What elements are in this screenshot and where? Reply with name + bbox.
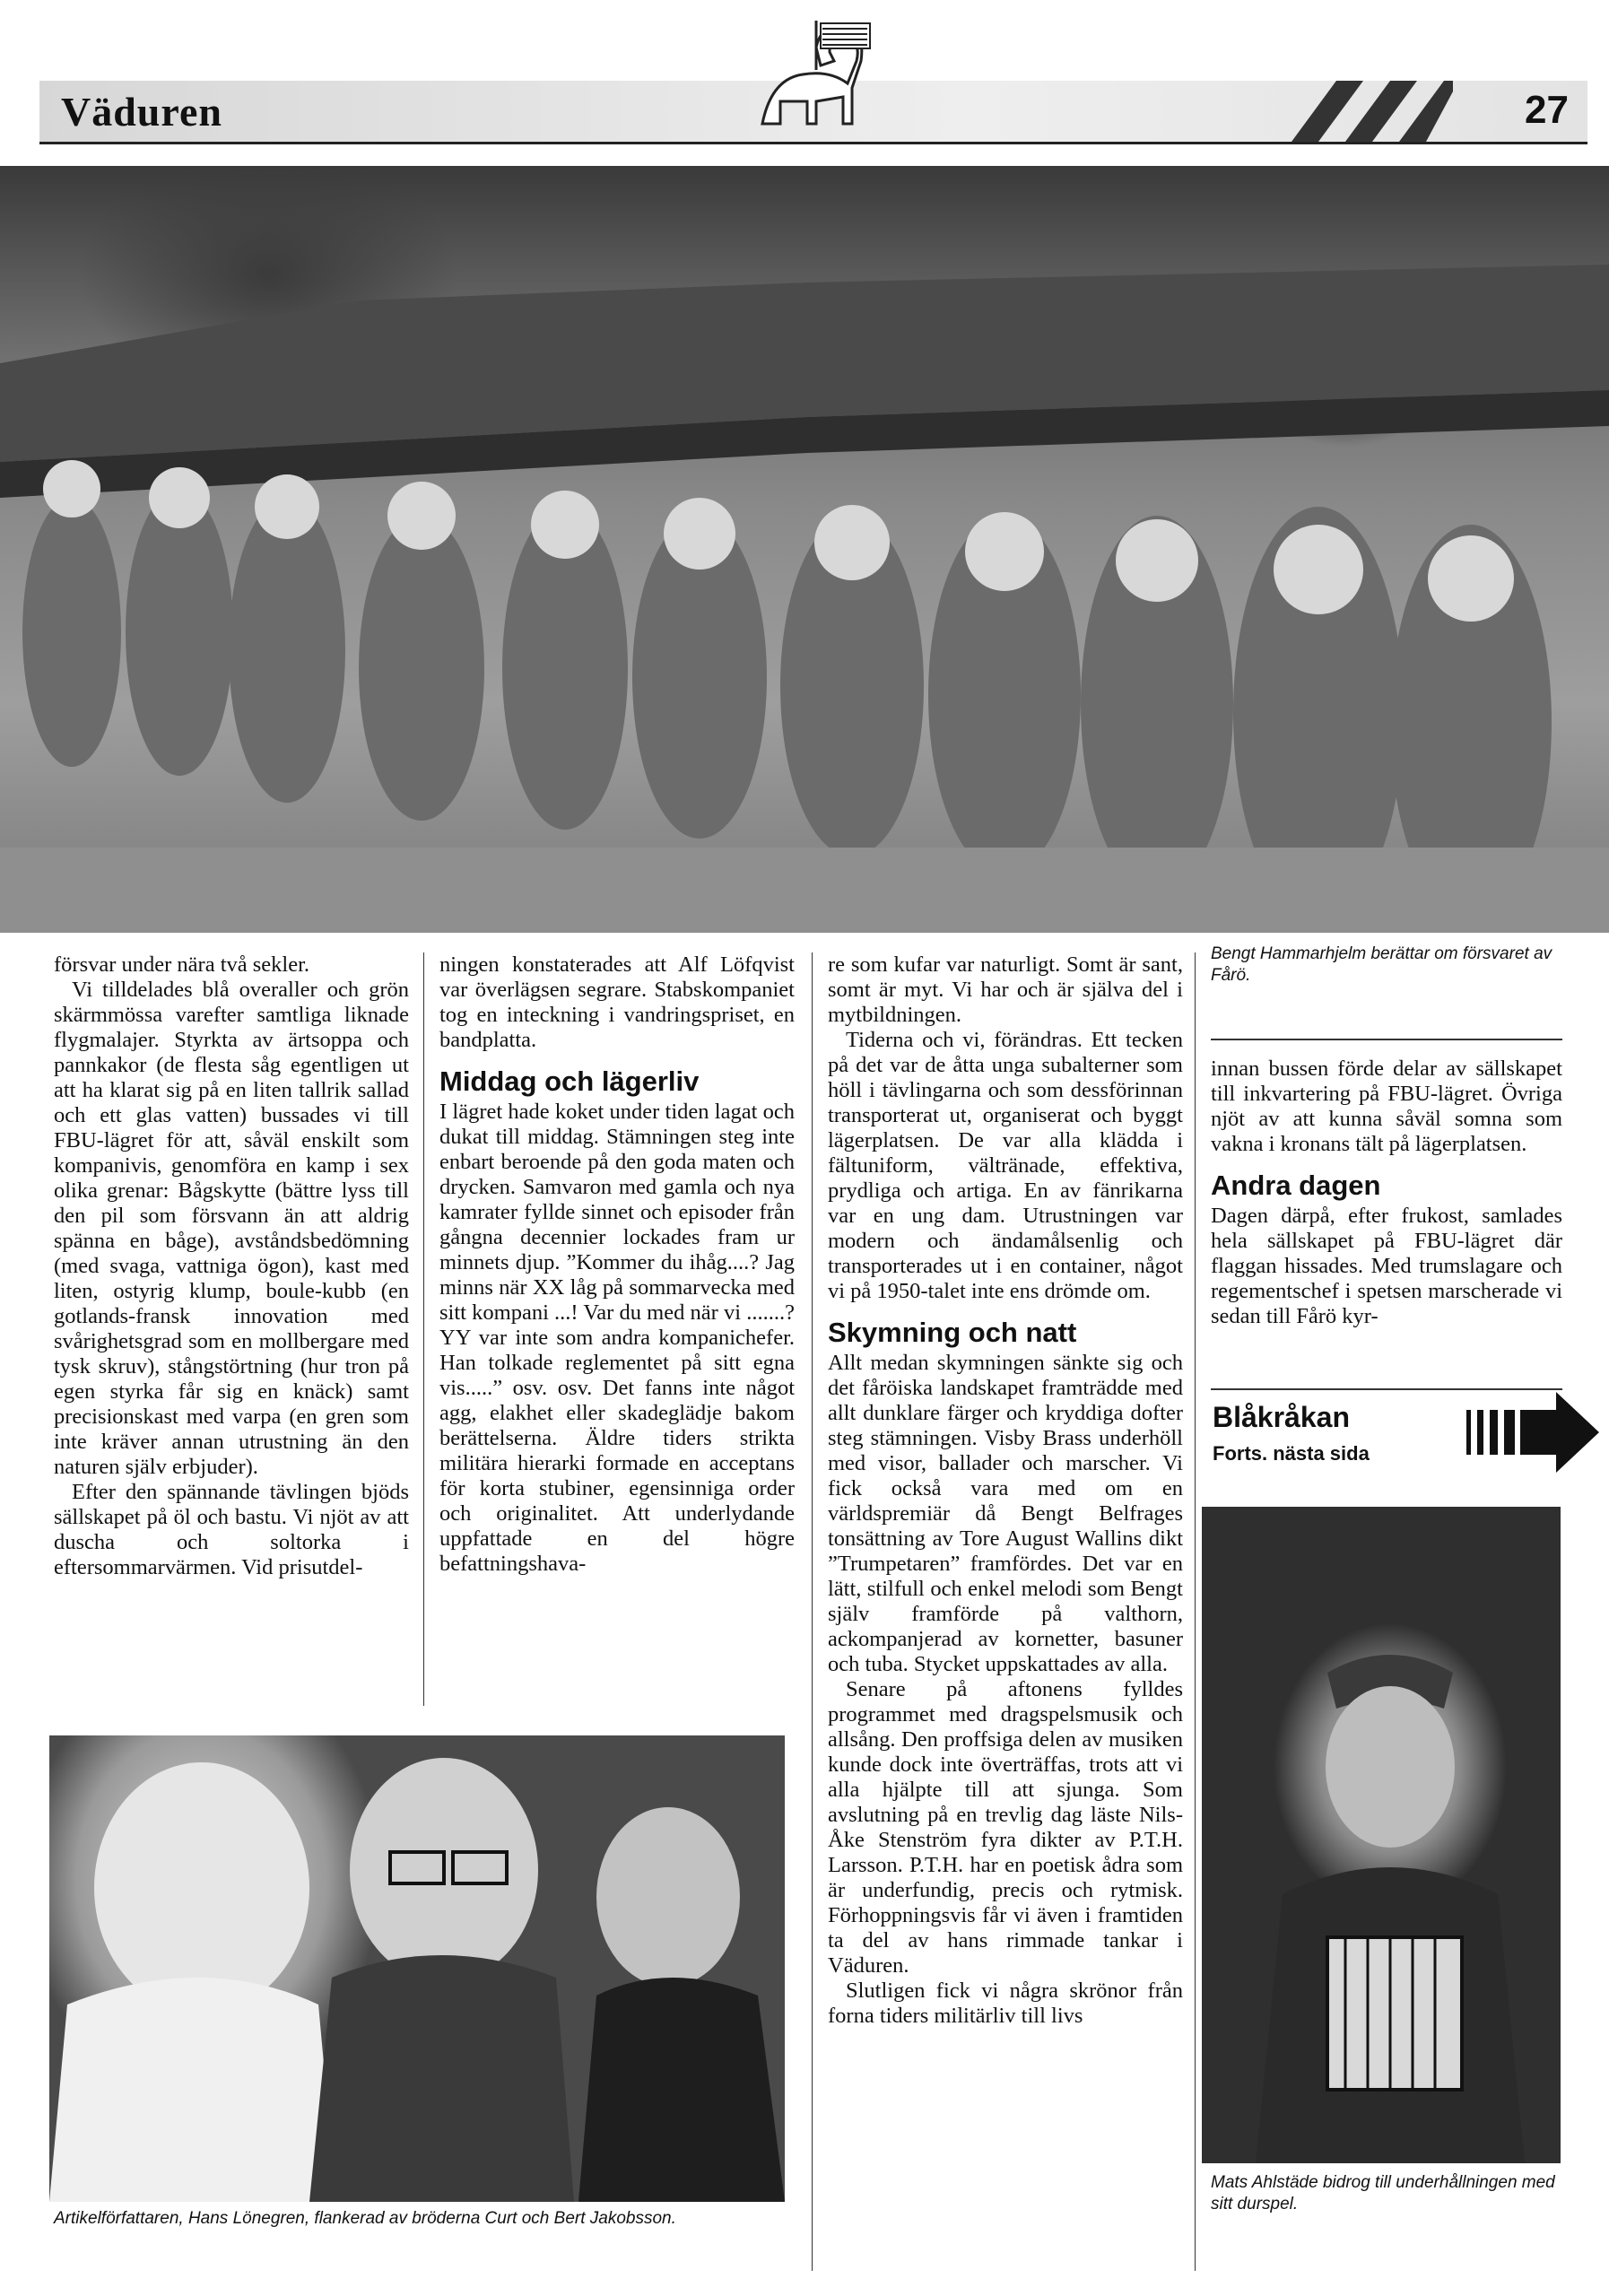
- text-column-4: [1211, 1057, 1562, 1329]
- top-photo-audience: [0, 166, 1609, 933]
- column-rule: [1195, 952, 1196, 2271]
- paragraph: Allt medan skymningen sänkte sig och det fåröiska landskapet framträdde med allt dunklare färger och kryddiga dofter steg stämningen. Visby Brass underhöll med visor, ballader och marscher. Vi fick också vara med om en världspremiär då Bengt Belfrages tonsättning av Tore August Wallins dikt ”Trumpetaren” framfördes. Det var en lätt, stilfull och enkel melodi som Bengt själv framförde på valthorn, ackompanjerad av kornetter, basuner och tuba. Stycket uppskattades av alla.: [828, 1351, 1183, 1676]
- paragraph: Dagen därpå, efter frukost, samlades hela sällskapet på FBU-lägret där flaggan hissades. Med trumslagare och regementschef i spetsen marscherade vi sedan till Fårö kyr-: [1211, 1204, 1562, 1328]
- paragraph: Tiderna och vi, förändras. Ett tecken på det var de åtta unga subalterner som höll i tävlingarna och som dessförinnan transporterat ut, organiserat och byggt lägerplatsen. De var alla klädda i fältuniform, vältränade, effektiva, prydliga och artiga. En av fänrikarna var en ung dam. Utrustningen var modern och ändamålsenlig och transporterades ut i en container, något vi på 1950-talet inte ens drömde om.: [828, 1028, 1183, 1303]
- header-stripes: [1238, 81, 1453, 142]
- column-rule: [423, 952, 424, 1706]
- caption-rule: [1211, 1039, 1562, 1040]
- text-column-1: [54, 952, 409, 1580]
- paragraph: Slutligen fick vi några skrönor från forna tiders militärliv till livs: [828, 1979, 1183, 2028]
- photo-accordion-player: [1202, 1507, 1561, 2163]
- photo-author-with-brothers: [49, 1735, 785, 2202]
- column-rule: [812, 952, 813, 2271]
- subheading-middag: Middag och lägerliv: [439, 1065, 700, 1097]
- caption-author: Artikelförfattaren, Hans Lönegren, flankerad av bröderna Curt och Bert Jakobsson.: [54, 2209, 676, 2228]
- text-column-3: [828, 952, 1183, 2029]
- page-number: 27: [1525, 88, 1569, 132]
- continuation-rule: [1211, 1388, 1562, 1390]
- continuation-subtitle: Forts. nästa sida: [1213, 1442, 1370, 1465]
- paragraph: Efter den spännande tävlingen bjöds sällskapet på öl och bastu. Vi njöt av att duscha och soltorka i eftersommarvärmen. Vid prisutdel-: [54, 1480, 409, 1579]
- paragraph: innan bussen förde delar av sällskapet till inkvartering på FBU-lägret. Övriga njöt av att kunna såväl somna som vakna i kronans tält på lägerplatsen.: [1211, 1057, 1562, 1156]
- paragraph: ningen konstaterades att Alf Löfqvist var överlägsen segrare. Stabskompaniet tog en inteckning i vandringspriset, en bandplatta.: [439, 952, 795, 1052]
- text-column-2: [439, 952, 795, 1577]
- paragraph: Vi tilldelades blå overaller och grön skärmmössa varefter samtliga liknade flygmalajer. Styrkta av ärtsoppa och pannkakor (de flesta såg egentligen ut att ha klarat sig på en liten tallrik sallad och ett glas vatten) bussades vi till FBU-lägret för att, såväl enskilt som kompanivis, genomföra en kamp i sex olika grenar: Bågskytte (bättre lyss till den pil som försvann än att aldrig spänna en båge), avståndsbedömning (med svaga, vattniga ögon), kast med liten, ostyrig klump, boule-kubb (en gotlands-fransk innovation med svårighetsgrad som en mollbergare med tysk skruv), stångstörtning (hur tron på egen styrka får sig en knäck) samt precisionskast med varpa (en gren som inte kräver annan utrustning än den naturen själv erbjuder).: [54, 978, 409, 1479]
- paragraph: re som kufar var naturligt. Somt är sant, somt är myt. Vi har och är själva del i mytbildningen.: [828, 952, 1183, 1027]
- caption-mats-ahlstade: Mats Ahlstäde bidrog till underhållningen med sitt durspel.: [1211, 2173, 1555, 2213]
- paragraph: försvar under nära två sekler.: [54, 952, 310, 977]
- magazine-name: Väduren: [61, 89, 222, 135]
- continuation-title: Blåkråkan: [1213, 1401, 1350, 1433]
- subheading-andra-dagen: Andra dagen: [1211, 1170, 1381, 1201]
- caption-bengt-hammarhjelm: Bengt Hammarhjelm berättar om försvaret av Fårö.: [1211, 944, 1552, 985]
- arrow-right-icon: [1466, 1392, 1601, 1473]
- ram-logo-icon: [735, 16, 888, 151]
- paragraph: Senare på aftonens fylldes programmet med dragspelsmusik och allsång. Den proffsiga delen av musiken kunde dock inte överträffas, trots att vi alla hjälpte till att sjunga. Som avslutning på en trevlig dag läste Nils-Åke Stenström fyra dikter av P.T.H. Larsson. P.T.H. har en poetisk ådra som är underfundig, precis och rytmisk. Förhoppningsvis får vi även i framtiden ta del av hans rimmade tankar i Väduren.: [828, 1677, 1183, 1978]
- paragraph: I lägret hade koket under tiden lagat och dukat till middag. Stämningen steg inte enbart beroende på den goda maten och drycken. Samvaron med gamla och nya kamrater fyllde sinnet och episoder från gångna decennier lockades fram ur minnets djup. ”Kommer du ihåg....? Jag minns när XX låg på sommarvecka med sitt kompani ...! Var du med när vi .......? YY var inte som andra kompanichefer. Han tolkade reglementet på sitt egna vis.....” osv. osv. Det fanns inte något agg, elakhet eller skadeglädje bakom berättelserna. Äldre tiders strikta militära hierarki formade en acceptans för korta stubiner, egensinniga order och originalitet. Att underlydande uppfattade en del högre befattningshava-: [439, 1100, 795, 1576]
- subheading-skymning: Skymning och natt: [828, 1317, 1077, 1348]
